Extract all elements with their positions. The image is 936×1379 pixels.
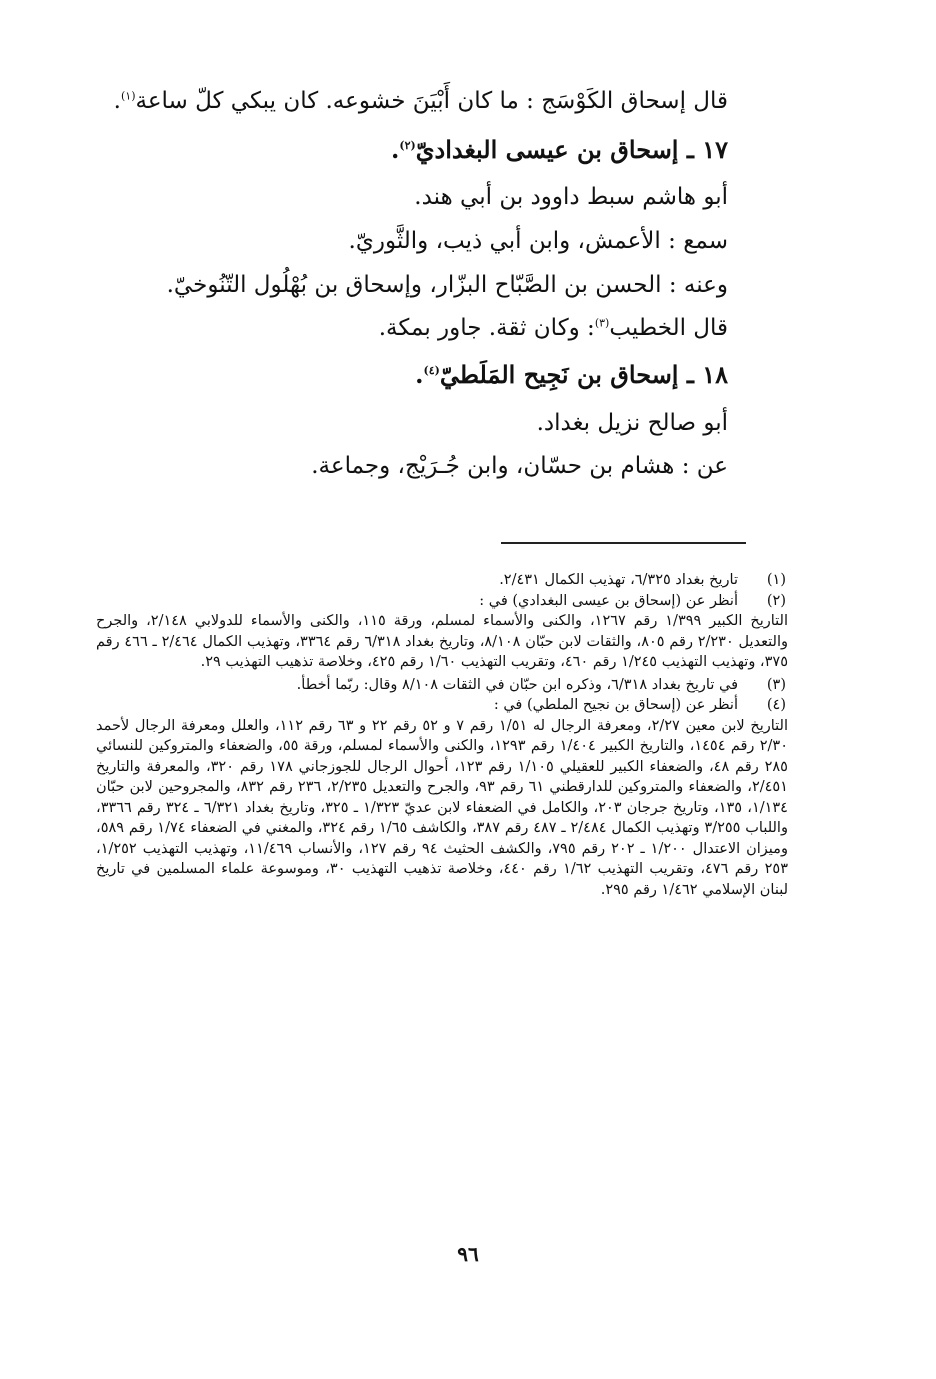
footnote-sources: التاريخ لابن معين ٢/٢٧، ومعرفة الرجال له ١/٥١ رقم ٧ و ٥٢ رقم ٢٢ و ٦٣ رقم ١١٢، والعلل ومعرفة الرجال لأحمد ٢/٣٠ رقم ١٤٥٤، والتاريخ الكبير ١/٤٠٤ رقم ١٢٩٣، والكنى والأسماء لمسلم، ورقة ٥٥، والضعفاء والمتروكين للنسائي ٢٨٥ رقم ٤٨، والضعفاء الكبير للعقيلي ١/١٠٥ رقم ١٢٣، أحوال الرجال للجوزجاني ١٧٨ رقم ٣٢٠، والمعرفة والتاريخ ٢/٤٥١، والضعفاء والمتروكين للدارقطني ٦١ رقم ٩٣، والجرح والتعديل ٢/٢٣٥، ٢٣٦ رقم ٨٣٢، والمجروحين لابن حبّان ١/١٣٤، ١٣٥، وتاريخ جرجان ٢٠٣، والكامل في الضعفاء لابن عديّ ١/٣٢٣ ـ ٣٢٥، وتاريخ بغداد ٦/٣٢١ ـ ٣٢٤ رقم ٣٣٦٦، واللباب ٣/٢٥٥ وتهذيب الكمال ٢/٤٨٤ ـ ٤٨٧ رقم ٣٨٧، والكاشف ١/٦٥ رقم ٣٢٤، والمغني في الضعفاء ١/٧٤ رقم ٥٨٩، وميزان الاعتدال ١/٢٠٠ ـ ٢٠٢ رقم ٧٩٥، والكشف الحثيث ٩٤ رقم ١٢٧، والأنساب ١١/٤٦٩، وتهذيب التهذيب ١/٢٥٢، ٢٥٣ رقم ٤٧٦، وتقريب التهذيب ١/٦٢ رقم ٤٤٠، وخلاصة تذهيب التهذيب ٣٠، وموسوعة علماء المسلمين في تاريخ لبنان الإسلامي ١/٤٦٢ رقم ٢٩٥. — [96, 717, 788, 898]
text-line: قال الخطيب$^{(٣)}$: وكان ثقة. جاور بمكة. — [378, 315, 728, 342]
footnote-2 — [96, 591, 789, 673]
footnotes — [96, 570, 789, 900]
footnote-text: تاريخ بغداد ٦/٣٢٥، تهذيب الكمال ٢/٤٣١. — [499, 572, 738, 588]
footnote-number: (١) — [766, 572, 786, 588]
footnote-3 — [96, 675, 786, 696]
footnote-text: في تاريخ بغداد ٦/٣١٨، وذكره ابن حبّان في الثقات ٨/١٠٨ وقال: ربّما أخطأ. — [296, 676, 738, 693]
footnote-sources: التاريخ الكبير ١/٣٩٩ رقم ١٢٦٧، والكنى والأسماء لمسلم، ورقة ١١٥، والكنى والأسماء للدولابي ٢/١٤٨، والجرح والتعديل ٢/٢٣٠ رقم ٨٠٥، والثقات لابن حبّان ٨/١٠٨، وتاريخ بغداد ٦/٣١٨ رقم ٣٣٦٤، وتهذيب الكمال ٢/٤٦٤ ـ ٤٦٦ رقم ٣٧٥، وتهذيب التهذيب ١/٢٤٥ رقم ٤٦٠، وتقريب التهذيب ١/٦٠ رقم ٤٢٥، وخلاصة تذهيب التهذيب ٢٩. — [96, 613, 789, 670]
entry-heading-17: ١٧ ـ إسحاق بن عيسى البغداديّ$^{(٢)}$. — [391, 134, 728, 164]
footnote-ref[interactable]: (٤) — [423, 363, 440, 377]
text-line: عن : هشام بن حسّان، وابن جُـرَيْج، وجماعة. — [311, 453, 728, 480]
text-line: أبو هاشم سبط داوود بن أبي هند. — [414, 184, 728, 211]
text-line: وعنه : الحسن بن الصَّبّاح البزّار، وإسحاق بن بُهْلُول التّنُوخيّ. — [166, 271, 728, 298]
entry-heading-18: ١٨ ـ إسحاق بن نَجِيح المَلَطيّ$^{(٤)}$. — [415, 359, 728, 389]
page-number: ٩٦ — [457, 1242, 479, 1266]
footnote-4 — [96, 695, 786, 900]
footnote-ref[interactable]: (١) — [120, 89, 136, 103]
footnote-separator — [501, 542, 746, 544]
text-line: قال إسحاق الكَوْسَج : ما كان أَبْيَنَ خشوعه. كان يبكي كلّ ساعة$^{(١)}$. — [113, 88, 728, 114]
footnote-ref[interactable]: (٣) — [594, 316, 610, 330]
text-line: أبو صالح نزيل بغداد. — [536, 409, 728, 436]
footnote-ref[interactable]: (٢) — [399, 138, 416, 152]
footnote-text: أنظر عن (إسحاق بن نجيح الملطي) في : — [493, 697, 738, 713]
footnote-1 — [96, 570, 786, 591]
footnote-number: (٢) — [766, 592, 786, 609]
footnote-number: (٣) — [766, 676, 786, 693]
main-text — [108, 88, 728, 497]
footnote-number: (٤) — [766, 697, 786, 713]
footnote-text: أنظر عن (إسحاق بن عيسى البغدادي) في : — [479, 592, 738, 609]
text-line: سمع : الأعمش، وابن أبي ذيب، والثَّوريّ. — [348, 227, 728, 254]
